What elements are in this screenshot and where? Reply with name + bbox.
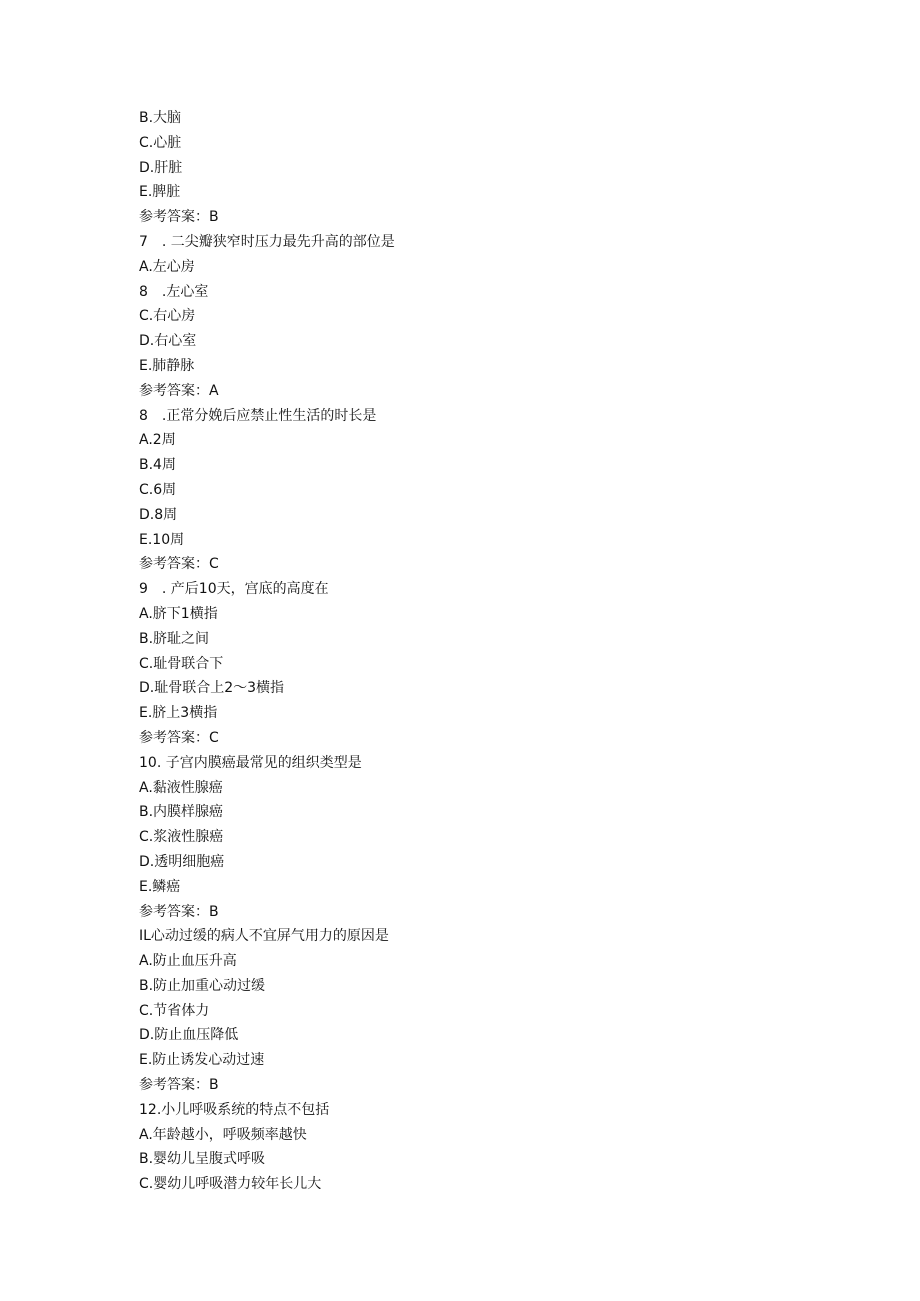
option-line: C.婴幼儿呼吸潜力较年长儿大 xyxy=(139,1176,322,1193)
answer-line: 参考答案：C xyxy=(139,729,219,746)
option-line: C.右心房 xyxy=(139,308,196,325)
option-line: B.大脑 xyxy=(139,110,182,126)
answer-line: 参考答案：A xyxy=(139,382,219,399)
option-line: D.耻骨联合上2〜3横指 xyxy=(139,680,285,697)
question-line: 9 . 产后10天，宫底的高度在 xyxy=(139,581,329,598)
option-line: E.脐上3横指 xyxy=(139,705,218,722)
option-line: A.2周 xyxy=(139,432,176,449)
option-line: E.脾脏 xyxy=(139,184,181,201)
option-line: B.4周 xyxy=(139,457,176,474)
question-line: 8 .正常分娩后应禁止性生活的时长是 xyxy=(139,407,377,424)
document-page xyxy=(139,106,839,1197)
option-line: A.左心房 xyxy=(139,258,195,275)
question-line: 7 . 二尖瓣狭窄时压力最先升高的部位是 xyxy=(139,233,395,250)
option-line: E.防止诱发心动过速 xyxy=(139,1052,265,1069)
option-line: D.8周 xyxy=(139,506,178,523)
option-line: D.透明细胞癌 xyxy=(139,853,225,870)
option-line: D.右心室 xyxy=(139,333,197,350)
option-line: B.防止加重心动过缓 xyxy=(139,977,266,994)
option-line: C.6周 xyxy=(139,481,177,498)
answer-line: 参考答案：C xyxy=(139,556,219,573)
option-line: E.10周 xyxy=(139,531,185,548)
option-line: C.浆液性腺癌 xyxy=(139,829,224,846)
option-line: A.防止血压升高 xyxy=(139,953,237,970)
option-line: C.耻骨联合下 xyxy=(139,655,224,672)
answer-line: 参考答案：B xyxy=(139,903,219,920)
option-line: D.肝脏 xyxy=(139,159,183,176)
option-line: A.黏液性腺癌 xyxy=(139,779,223,796)
question-line: IL心动过缓的病人不宜屏气用力的原因是 xyxy=(139,928,389,945)
option-line: A.脐下1横指 xyxy=(139,605,218,622)
question-line: 12.小儿呼吸系统的特点不包括 xyxy=(139,1101,330,1118)
answer-line: 参考答案：B xyxy=(139,1077,219,1094)
option-line: B.内膜样腺癌 xyxy=(139,804,224,821)
option-line: D.防止血压降低 xyxy=(139,1027,239,1044)
option-line: E.肺静脉 xyxy=(139,357,195,374)
option-line: C.节省体力 xyxy=(139,1002,210,1019)
option-line: E.鳞癌 xyxy=(139,878,181,895)
option-line: B.婴幼儿呈腹式呼吸 xyxy=(139,1151,266,1168)
option-line: A.年龄越小，呼吸频率越快 xyxy=(139,1126,307,1143)
option-line: C.心脏 xyxy=(139,134,182,151)
answer-line: 参考答案：B xyxy=(139,209,219,226)
question-line: 10. 子宫内膜癌最常见的组织类型是 xyxy=(139,754,362,771)
option-line: B.脐耻之间 xyxy=(139,630,210,647)
option-line: 8 .左心室 xyxy=(139,283,209,300)
